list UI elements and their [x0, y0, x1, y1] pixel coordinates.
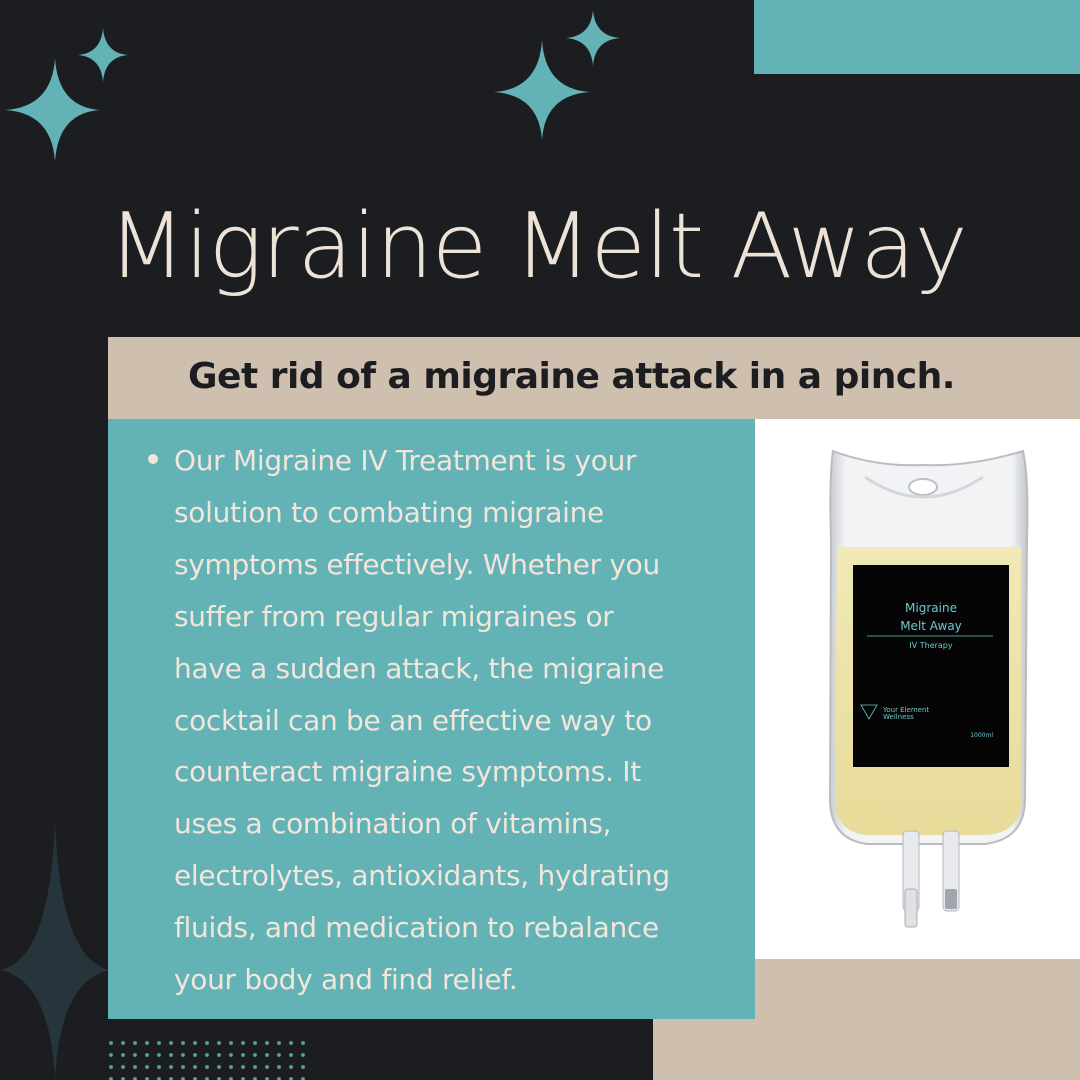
- sparkle-icon: [566, 10, 620, 66]
- sparkle-icon: [78, 28, 128, 82]
- sparkle-icon: [0, 820, 110, 1080]
- product-image-panel: [755, 419, 1080, 959]
- dot-grid: [105, 1037, 305, 1080]
- sparkle-icon: [5, 58, 100, 160]
- brand-line2: Wellness: [883, 713, 914, 721]
- label-subtitle: IV Therapy: [909, 641, 953, 650]
- iv-bag-image: [755, 419, 1080, 959]
- subtitle-band: [108, 337, 1080, 419]
- label-title-line1: Migraine: [905, 601, 957, 615]
- bullet-dot: [148, 454, 158, 464]
- sparkle-large-dark: [0, 820, 110, 1080]
- subtitle: Get rid of a migraine attack in a pinch.: [188, 356, 955, 397]
- description-text: Our Migraine IV Treatment is your solution to combating migraine symptoms effectively. Whether you suffer from regular migraines or have a sudden attack, the migraine cocktail can be an effective way to counteract migraine symptoms. It uses a combination of vitamins, electrolytes, antioxidants, hydrating fluids, and medication to rebalance your body and find relief.: [174, 444, 670, 997]
- sparkle-icon: [494, 40, 590, 140]
- teal-corner-strip: [754, 0, 1080, 74]
- description-panel: [108, 419, 755, 1019]
- label-title-line2: Melt Away: [900, 619, 962, 633]
- sparkles-top: [0, 0, 700, 160]
- volume-label: 1000ml: [970, 732, 993, 739]
- page-title: Migraine Melt Away: [108, 194, 967, 299]
- brand-line1: Your Element: [883, 706, 930, 714]
